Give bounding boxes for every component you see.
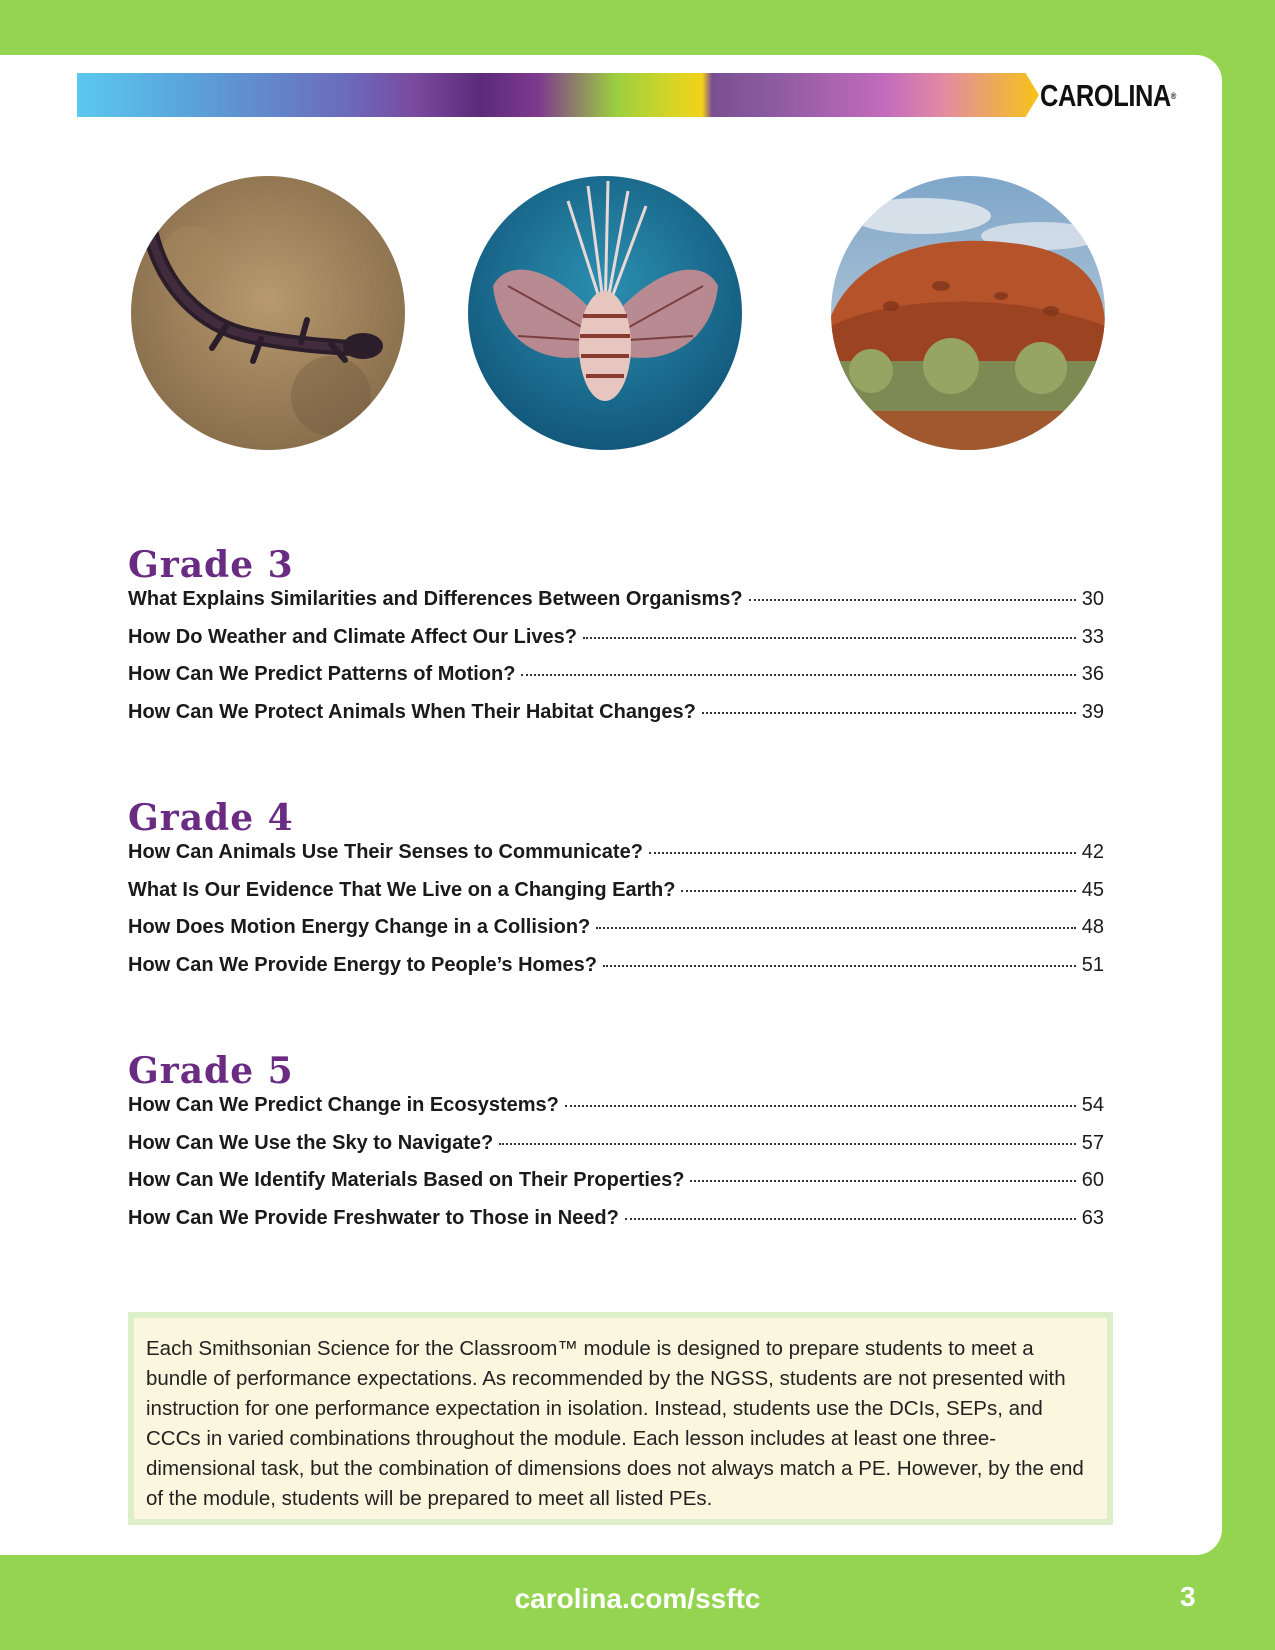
- dot-leader: [649, 851, 1076, 854]
- toc-entry-title: How Can We Provide Freshwater to Those in Need?: [128, 1207, 619, 1230]
- toc-entry-page: 57: [1081, 1131, 1104, 1154]
- toc-entry-page: 54: [1081, 1094, 1104, 1116]
- toc-entry[interactable]: [128, 1207, 1104, 1245]
- grade-4-toc: [128, 841, 1104, 992]
- toc-entry-title: How Can We Predict Patterns of Motion?: [128, 663, 516, 686]
- module-note-text: Each Smithsonian Science for the Classroom™ module is designed to prepare students to meet a bundle of performance expectations. As recommended by the NGSS, students are not presented with instruction for one performance expectation in isolation. Instead, students use the DCIs, SEPs, and CCCs in varied combinations throughout the module. Each lesson includes at least one three-dimensional task, but the combination of dimensions does not always match a PE. However, by the end of the module, students will be prepared to meet all listed PEs.: [146, 1337, 1084, 1510]
- toc-entry[interactable]: [128, 879, 1104, 917]
- dot-leader: [702, 711, 1076, 714]
- toc-entry[interactable]: [128, 626, 1104, 664]
- toc-entry[interactable]: [128, 954, 1104, 992]
- header-color-bar: [77, 73, 1039, 117]
- toc-entry-page: 36: [1081, 663, 1104, 686]
- dot-leader: [583, 636, 1076, 639]
- toc-entry[interactable]: [128, 1169, 1104, 1207]
- page-number: 3: [1180, 1581, 1196, 1612]
- dot-leader: [625, 1217, 1076, 1220]
- dot-leader: [681, 889, 1075, 892]
- toc-entry-page: 45: [1081, 878, 1104, 901]
- dot-leader: [499, 1142, 1075, 1145]
- dot-leader: [690, 1179, 1075, 1182]
- grade-4-heading: Grade 4: [128, 797, 294, 839]
- toc-entry-title: How Can We Provide Energy to People’s Homes?: [128, 954, 597, 977]
- toc-entry-title: How Can We Protect Animals When Their Habitat Changes?: [128, 701, 696, 724]
- carolina-logo: [1040, 78, 1176, 114]
- dot-leader: [565, 1104, 1076, 1107]
- toc-entry-title: How Does Motion Energy Change in a Collision?: [128, 916, 591, 939]
- toc-entry[interactable]: [128, 916, 1104, 954]
- module-note-box: [128, 1312, 1113, 1525]
- dot-leader: [603, 964, 1076, 967]
- toc-entry-page: 48: [1081, 916, 1104, 939]
- toc-entry-title: What Is Our Evidence That We Live on a Changing Earth?: [128, 878, 676, 901]
- dot-leader: [521, 673, 1075, 676]
- red-rock-desert-photo: [831, 176, 1105, 450]
- toc-entry-page: 39: [1081, 701, 1104, 724]
- dot-leader: [596, 926, 1076, 929]
- toc-entry-page: 42: [1081, 841, 1104, 863]
- logo-registered-mark: ®: [1170, 91, 1176, 101]
- logo-text: CAROLINA: [1040, 78, 1171, 113]
- toc-entry-title: How Can We Use the Sky to Navigate?: [128, 1131, 494, 1154]
- toc-entry-title: How Can Animals Use Their Senses to Communicate?: [128, 841, 643, 863]
- footer-url-link[interactable]: carolina.com/ssftc: [514, 1583, 761, 1614]
- toc-entry[interactable]: [128, 1094, 1104, 1132]
- toc-entry[interactable]: [128, 588, 1104, 626]
- toc-entry-title: How Can We Predict Change in Ecosystems?: [128, 1094, 559, 1116]
- toc-entry[interactable]: [128, 841, 1104, 879]
- toc-entry[interactable]: [128, 663, 1104, 701]
- toc-entry-page: 33: [1081, 625, 1104, 648]
- toc-entry-page: 60: [1081, 1169, 1104, 1192]
- toc-entry[interactable]: [128, 701, 1104, 739]
- toc-entry-page: 63: [1081, 1207, 1104, 1230]
- lionfish-photo: [468, 176, 742, 450]
- toc-entry[interactable]: [128, 1132, 1104, 1170]
- toc-entry-title: How Can We Identify Materials Based on Their Properties?: [128, 1169, 685, 1192]
- salamander-photo: [131, 176, 405, 450]
- toc-entry-page: 51: [1081, 954, 1104, 977]
- dot-leader: [749, 598, 1076, 601]
- toc-entry-title: How Do Weather and Climate Affect Our Lives?: [128, 625, 577, 648]
- grade-3-toc: [128, 588, 1104, 739]
- grade-5-toc: [128, 1094, 1104, 1245]
- grade-5-heading: Grade 5: [128, 1050, 294, 1092]
- toc-entry-page: 30: [1081, 588, 1104, 610]
- toc-entry-title: What Explains Similarities and Differences Between Organisms?: [128, 588, 743, 610]
- grade-3-heading: Grade 3: [128, 544, 294, 586]
